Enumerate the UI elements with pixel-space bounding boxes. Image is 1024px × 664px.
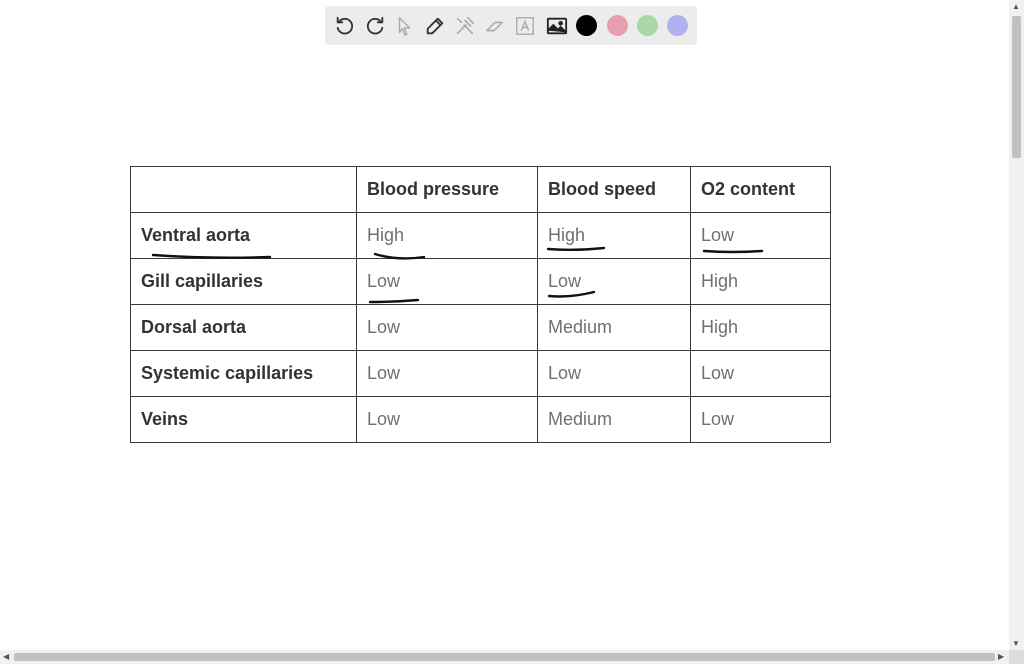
table-cell: Medium <box>538 305 691 351</box>
text-box-icon[interactable] <box>513 14 537 38</box>
scroll-right-icon[interactable]: ▶ <box>998 652 1005 661</box>
table-cell: High <box>357 213 538 259</box>
table-row <box>131 213 831 259</box>
table-row <box>131 397 831 443</box>
color-swatch-pink[interactable] <box>607 15 628 36</box>
redo-icon[interactable] <box>363 14 387 38</box>
header-cell: Blood pressure <box>357 167 538 213</box>
horizontal-scroll-thumb[interactable] <box>14 653 995 661</box>
table-cell: Low <box>691 397 831 443</box>
table-cell: Low <box>357 397 538 443</box>
blood-data-table <box>130 166 831 443</box>
table-cell: High <box>538 213 691 259</box>
scrollbar-corner <box>1009 650 1024 664</box>
eraser-icon[interactable] <box>483 14 507 38</box>
table-cell: Low <box>357 351 538 397</box>
row-label: Veins <box>131 397 357 443</box>
undo-icon[interactable] <box>333 14 357 38</box>
vertical-scroll-thumb[interactable] <box>1012 16 1021 158</box>
horizontal-scrollbar[interactable] <box>0 650 1009 664</box>
scroll-left-icon[interactable]: ◀ <box>3 652 10 661</box>
scroll-down-icon[interactable]: ▼ <box>1012 639 1020 648</box>
table-header-row <box>131 167 831 213</box>
color-swatch-green[interactable] <box>637 15 658 36</box>
color-swatch-black[interactable] <box>576 15 597 36</box>
header-cell: O2 content <box>691 167 831 213</box>
table-row <box>131 305 831 351</box>
scroll-up-icon[interactable]: ▲ <box>1012 2 1020 11</box>
vertical-scrollbar[interactable] <box>1009 0 1024 650</box>
color-swatch-purple[interactable] <box>667 15 688 36</box>
header-cell <box>131 167 357 213</box>
pen-icon[interactable] <box>423 14 447 38</box>
table-cell: Low <box>691 213 831 259</box>
select-pointer-icon[interactable] <box>393 14 417 38</box>
table-cell: Low <box>357 259 538 305</box>
table-cell: High <box>691 305 831 351</box>
row-label: Dorsal aorta <box>131 305 357 351</box>
row-label: Ventral aorta <box>131 213 357 259</box>
table-cell: Low <box>691 351 831 397</box>
row-label: Gill capillaries <box>131 259 357 305</box>
drawing-toolbar <box>325 6 697 45</box>
table-cell: Medium <box>538 397 691 443</box>
header-cell: Blood speed <box>538 167 691 213</box>
table-cell: Low <box>538 351 691 397</box>
table-cell: Low <box>538 259 691 305</box>
table-cell: High <box>691 259 831 305</box>
table-cell: Low <box>357 305 538 351</box>
row-label: Systemic capillaries <box>131 351 357 397</box>
tools-icon[interactable] <box>453 14 477 38</box>
image-icon[interactable] <box>545 14 569 38</box>
table-row <box>131 259 831 305</box>
table-row <box>131 351 831 397</box>
